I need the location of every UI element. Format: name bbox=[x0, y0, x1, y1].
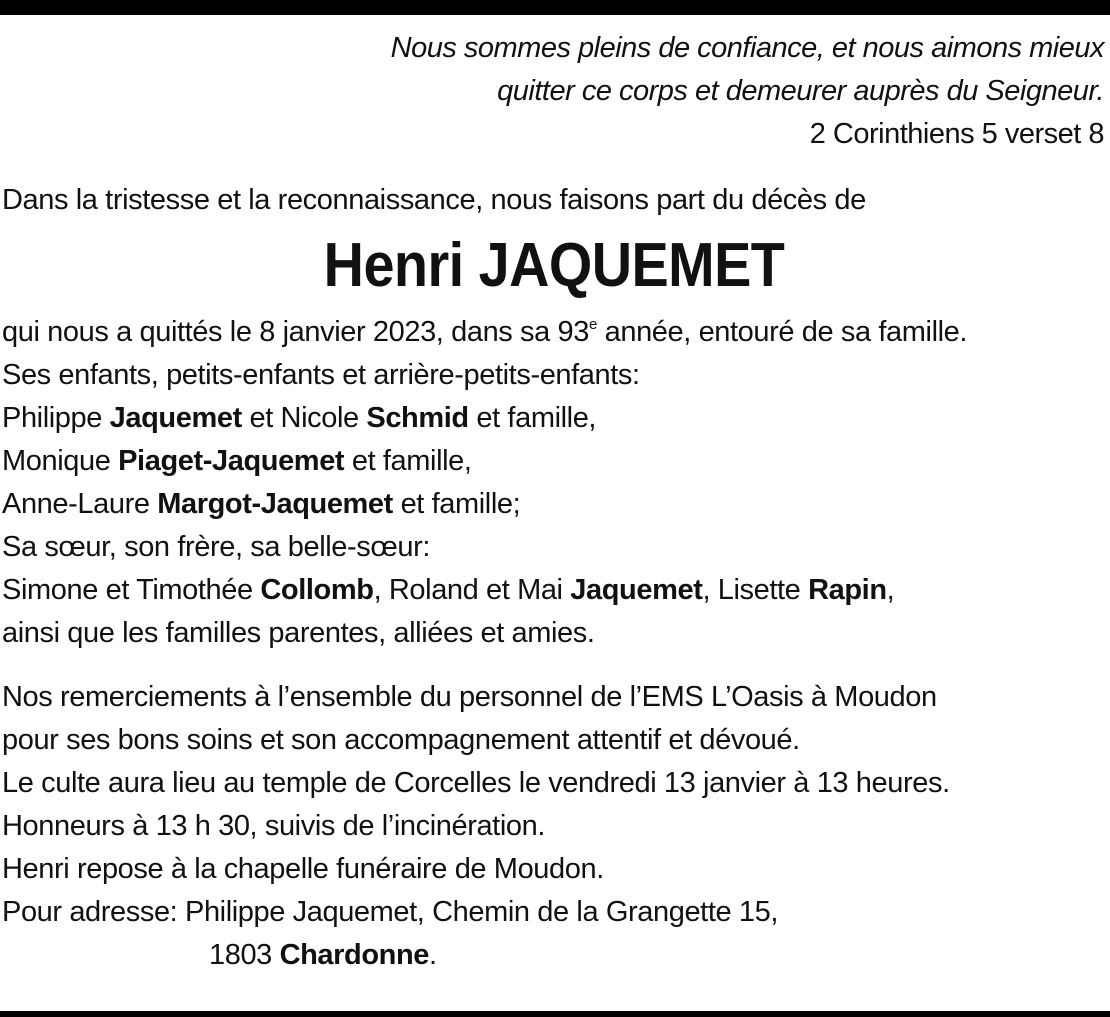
address-end: . bbox=[429, 939, 437, 971]
bible-quote bbox=[2, 27, 1106, 156]
family-text: Philippe bbox=[2, 402, 110, 434]
family-text: et Nicole bbox=[241, 402, 367, 434]
children-heading: Ses enfants, petits-enfants et arrière-petits-enfants: bbox=[2, 359, 640, 391]
siblings-surname: Collomb bbox=[260, 574, 374, 606]
thanks-block bbox=[2, 676, 1106, 977]
siblings-heading: Sa sœur, son frère, sa belle-sœur: bbox=[2, 531, 430, 563]
siblings-text: , Roland et Mai bbox=[373, 574, 571, 606]
family-surname: Jaquemet bbox=[109, 402, 242, 434]
thanks-line: Nos remerciements à l’ensemble du personnel de l’EMS L’Oasis à Moudon bbox=[2, 681, 937, 713]
quote-line-1: Nous sommes pleins de confiance, et nous aimons mieux bbox=[390, 32, 1104, 64]
family-text: Anne-Laure bbox=[2, 488, 158, 520]
family-text: et famille; bbox=[392, 488, 521, 520]
address-line: Pour adresse: Philippe Jaquemet, Chemin de la Grangette 15, bbox=[2, 896, 778, 928]
thanks-line: pour ses bons soins et son accompagnement attentif et dévoué. bbox=[2, 724, 800, 756]
address-city-line bbox=[2, 934, 1106, 977]
family-text: et famille, bbox=[468, 402, 597, 434]
siblings-surname: Jaquemet bbox=[570, 574, 703, 606]
quote-reference: 2 Corinthiens 5 verset 8 bbox=[809, 118, 1104, 150]
service-line: Le culte aura lieu au temple de Corcelles le vendredi 13 janvier à 13 heures. bbox=[2, 767, 950, 799]
resting-line: Henri repose à la chapelle funéraire de Moudon. bbox=[2, 853, 604, 885]
top-rule bbox=[0, 0, 1110, 15]
family-text: Monique bbox=[2, 445, 119, 477]
family-surname: Schmid bbox=[366, 402, 469, 434]
death-line bbox=[2, 311, 1106, 354]
family-line bbox=[2, 483, 1106, 526]
siblings-text: , Lisette bbox=[702, 574, 809, 606]
address-city: Chardonne bbox=[279, 939, 430, 971]
siblings-text: , bbox=[886, 574, 895, 606]
death-notice bbox=[0, 27, 1110, 977]
quote-line-2: quitter ce corps et demeurer auprès du Seigneur. bbox=[497, 75, 1104, 107]
death-line-end: année, entouré de sa famille. bbox=[596, 316, 968, 348]
relatives-line: ainsi que les familles parentes, alliées et amies. bbox=[2, 617, 595, 649]
intro-text: Dans la tristesse et la reconnaissance, nous faisons part du décès de bbox=[2, 184, 866, 216]
family-text: et famille, bbox=[344, 445, 472, 477]
honours-line: Honneurs à 13 h 30, suivis de l’incinération. bbox=[2, 810, 545, 842]
family-line bbox=[2, 440, 1106, 483]
family-line bbox=[2, 397, 1106, 440]
death-line-text: qui nous a quittés le 8 janvier 2023, dans sa 93 bbox=[2, 316, 589, 348]
ordinal-suffix: e bbox=[589, 316, 597, 333]
family-surname: Margot-Jaquemet bbox=[157, 488, 393, 520]
bottom-rule bbox=[0, 1011, 1110, 1017]
siblings-surname: Rapin bbox=[808, 574, 887, 606]
deceased-name: Henri JAQUEMET bbox=[323, 231, 785, 300]
family-surname: Piaget-Jaquemet bbox=[118, 445, 345, 477]
siblings-text: Simone et Timothée bbox=[2, 574, 261, 606]
family-block bbox=[2, 311, 1106, 655]
address-postcode: 1803 bbox=[209, 939, 280, 971]
siblings-line bbox=[2, 569, 1106, 612]
